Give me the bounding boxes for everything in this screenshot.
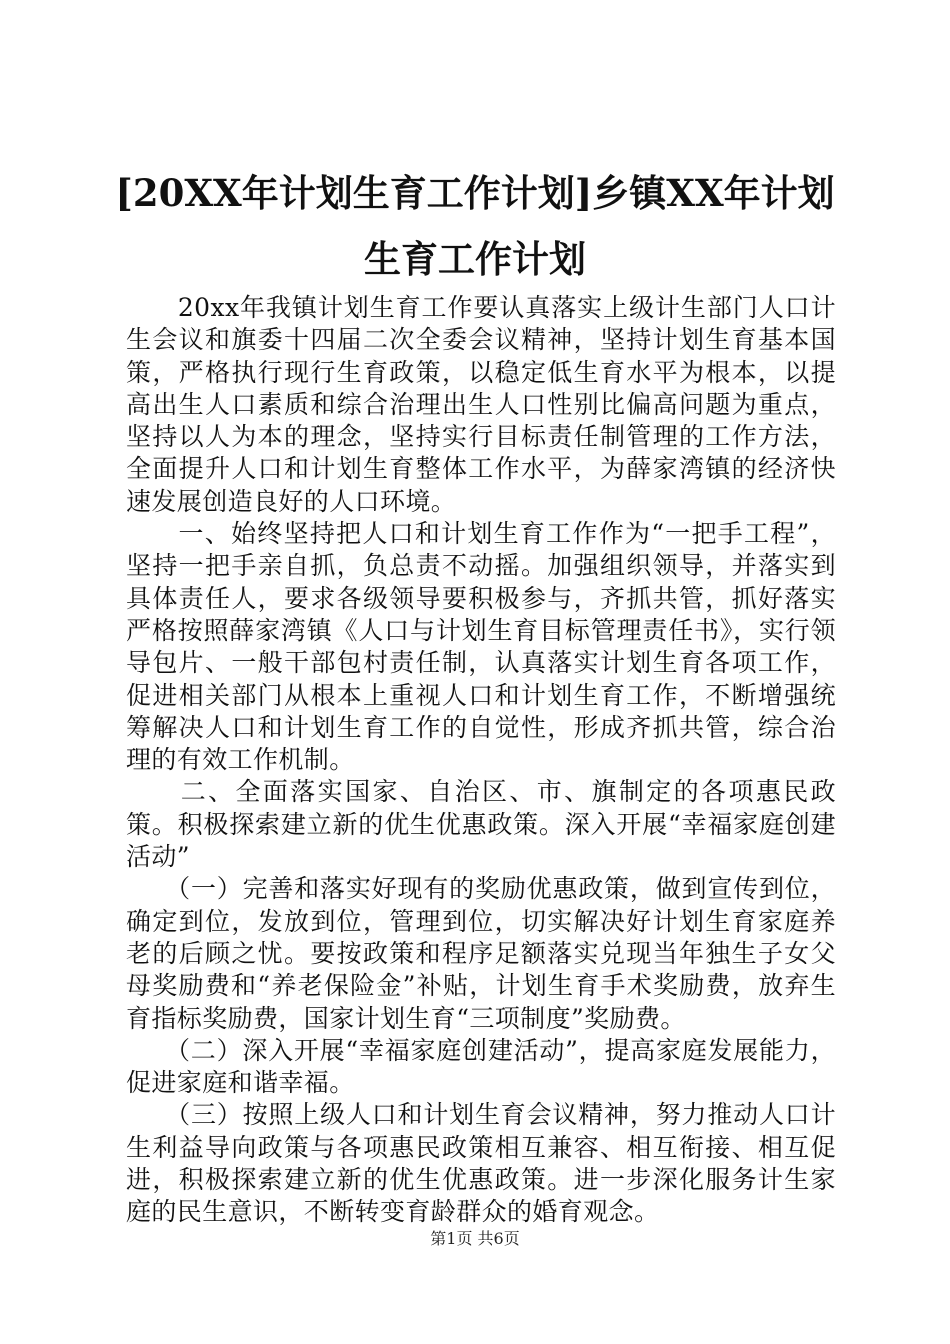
document-title: [20XX年计划生育工作计划]乡镇XX年计划生育工作计划	[115, 171, 835, 281]
document-body	[126, 292, 836, 1229]
paragraph-section-2: 二、全面落实国家、自治区、市、旗制定的各项惠民政策。积极探索建立新的优生优惠政策。深入开展“幸福家庭创建活动”	[126, 777, 836, 872]
paragraph-item-3: （三）按照上级人口和计划生育会议精神，努力推动人口计生利益导向政策与各项惠民政策相互兼容、相互衔接、相互促进，积极探索建立新的优生优惠政策。进一步深化服务计生家庭的民生意识，不断转变育龄群众的婚育观念。	[126, 1100, 836, 1227]
paragraph-item-1: （一）完善和落实好现有的奖励优惠政策，做到宣传到位，确定到位，发放到位，管理到位，切实解决好计划生育家庭养老的后顾之忧。要按政策和程序足额落实兑现当年独生子女父母奖励费和“养老保险金”补贴，计划生育手术奖励费，放弃生育指标奖励费，国家计划生育“三项制度”奖励费。	[126, 874, 836, 1033]
paragraph-item-2: （二）深入开展“幸福家庭创建活动”，提高家庭发展能力，促进家庭和谐幸福。	[126, 1035, 836, 1098]
paragraph-intro: 20xx年我镇计划生育工作要认真落实上级计生部门人口计生会议和旗委十四届二次全委会议精神，坚持计划生育基本国策，严格执行现行生育政策，以稳定低生育水平为根本，以提高出生人口素质和综合治理出生人口性别比偏高问题为重点，坚持以人为本的理念，坚持实行目标责任制管理的工作方法，全面提升人口和计划生育整体工作水平，为薛家湾镇的经济快速发展创造良好的人口环境。	[126, 293, 836, 516]
paragraph-section-1: 一、始终坚持把人口和计划生育工作作为“一把手工程”，坚持一把手亲自抓，负总责不动摇。加强组织领导，并落实到具体责任人，要求各级领导要积极参与，齐抓共管，抓好落实严格按照薛家湾镇《人口与计划生育目标管理责任书》，实行领导包片、一般干部包村责任制，认真落实计划生育各项工作，促进相关部门从根本上重视人口和计划生育工作，不断增强统筹解决人口和计划生育工作的自觉性，形成齐抓共管，综合治理的有效工作机制。	[126, 519, 836, 775]
page-number-footer: 第1页 共6页	[430, 1229, 520, 1248]
